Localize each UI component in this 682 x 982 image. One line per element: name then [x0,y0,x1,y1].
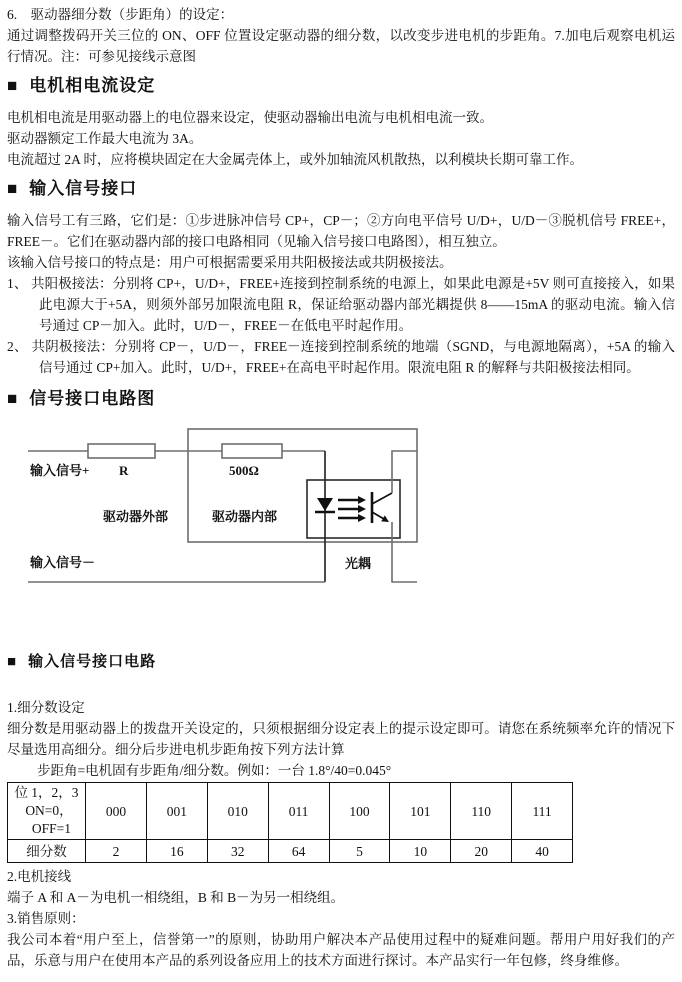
list-item-common-cathode: 2、 共阴极接法：分别将 CP－，U/D－，FREE－连接到控制系统的地端（SGND，与电源地隔离），+5A 的输入信号通过 CP+加入。此时，U/D+，FREE+在高电平时起作用。限流电阻 R 的解释与共阳极接法相同。 [7,339,675,375]
collector-wire [392,451,417,493]
square-bullet-icon: ■ [7,179,18,198]
table-cell: 16 [146,840,207,863]
table-cell: 000 [86,783,147,840]
resistor-500ohm [222,444,282,458]
paragraph: 我公司本着“用户至上，信誉第一”的原则，协助用户解决本产品使用过程中的疑难问题。帮用户用好我们的产品，乐意与用户在使用本产品的系列设备应用上的技术方面进行探讨。本产品实行一年包修，终身维修。 [7,932,675,968]
section-title: 电机相电流设定 [29,76,156,95]
label-driver-external: 驱动器外部 [103,509,169,524]
paragraph: 细分数是用驱动器上的拨盘开关设定的，只须根据细分设定表上的提示设定即可。请您在系统频率允许的情况下尽量选用高细分。细分后步进电机步距角按下列方法计算 [7,721,675,757]
table-header-line: OFF=1 [31,821,72,836]
section-title: 输入信号接口电路 [28,654,157,670]
table-cell: 100 [329,783,390,840]
table-cell: 111 [512,783,573,840]
label-input-plus: 输入信号+ [30,463,90,478]
section-title: 输入信号接口 [29,179,138,198]
table-cell: 011 [268,783,329,840]
label-optocoupler: 光耦 [345,556,372,571]
table-header-line: ON=0， [25,803,73,818]
section-heading-input-signal [7,178,675,200]
paragraph: 电机相电流是用驱动器上的电位器来设定，使驱动器输出电流与电机相电流一致。 [7,110,493,125]
resistor-r [88,444,155,458]
label-driver-internal: 驱动器内部 [212,509,278,524]
table-cell: 64 [268,840,329,863]
section-heading-input-circuit [7,652,675,673]
label-500ohm: 500Ω [229,463,259,478]
subheading-sales-policy: 3.销售原则： [7,911,85,926]
table-cell: 5 [329,840,390,863]
subheading-subdivision: 1.细分数设定 [7,700,85,715]
phototransistor-icon [372,492,392,523]
subdivision-table [7,782,573,863]
label-resistor-r: R [119,463,129,478]
table-cell: 20 [451,840,512,863]
table-row [8,783,573,840]
list-item-common-anode: 1、 共阳极接法：分别将 CP+，U/D+，FREE+连接到控制系统的电源上，如果此电源是+5V 则可直接接入，如果此电源大于+5A，则须外部另加限流电阻 R，保证给驱动器内部光耦提供 8——15mA 的驱动电流。输入信号通过 CP－加入。此时，U/D－，FREE－在低电平时起作用。 [7,276,675,333]
subheading-motor-wiring: 2.电机接线 [7,869,72,884]
emitter-wire [392,522,417,582]
section-heading-circuit-diagram [7,388,675,410]
paragraph: 端子 A 和 A－为电机一相绕组，B 和 B－为另一相绕组。 [7,890,345,905]
table-row [8,840,573,863]
table-cell: 001 [146,783,207,840]
paragraph: 驱动器额定工作最大电流为 3A。 [7,131,203,146]
paragraph: 电流超过 2A 时，应将模块固定在大金属壳体上，或外加轴流风机散热，以利模块长期可靠工作。 [7,152,584,167]
signal-interface-circuit-diagram [7,420,675,610]
table-cell: 110 [451,783,512,840]
paragraph: 输入信号工有三路，它们是：①步进脉冲信号 CP+，CP－；②方向电平信号 U/D+，U/D－③脱机信号 FREE+，FREE－。它们在驱动器内部的接口电路相同（见输入信号接口电路图），相互独立。 [7,213,675,249]
table-cell: 10 [390,840,451,863]
section-heading-motor-current [7,75,675,97]
table-header-line: 位 1，2，3 [14,785,79,800]
table-cell: 40 [512,840,573,863]
led-icon [315,498,335,512]
paragraph: 该输入信号接口的特点是：用户可根据需要采用共阳极接法或共阴极接法。 [7,255,453,270]
step-angle-formula: 步距角=电机固有步距角/细分数。例如：一台 1.8°/40=0.045° [37,763,392,778]
label-input-minus: 输入信号－ [30,555,96,570]
square-bullet-icon: ■ [7,389,18,408]
light-arrows-icon [338,496,366,522]
square-bullet-icon: ■ [7,76,18,95]
table-cell: 32 [207,840,268,863]
item6-title: 6. 驱动器细分数（步距角）的设定： [7,7,234,22]
table-cell: 2 [86,840,147,863]
table-cell: 010 [207,783,268,840]
table-row-label: 细分数 [8,840,86,863]
table-cell: 101 [390,783,451,840]
item6-body: 通过调整拨码开关三位的 ON、OFF 位置设定驱动器的细分数，以改变步进电机的步距角。7.加电后观察电机运行情况。注：可参见接线示意图 [7,28,675,64]
square-bullet-icon: ■ [7,654,17,670]
table-header-cell [8,783,86,840]
section-title: 信号接口电路图 [29,389,156,408]
